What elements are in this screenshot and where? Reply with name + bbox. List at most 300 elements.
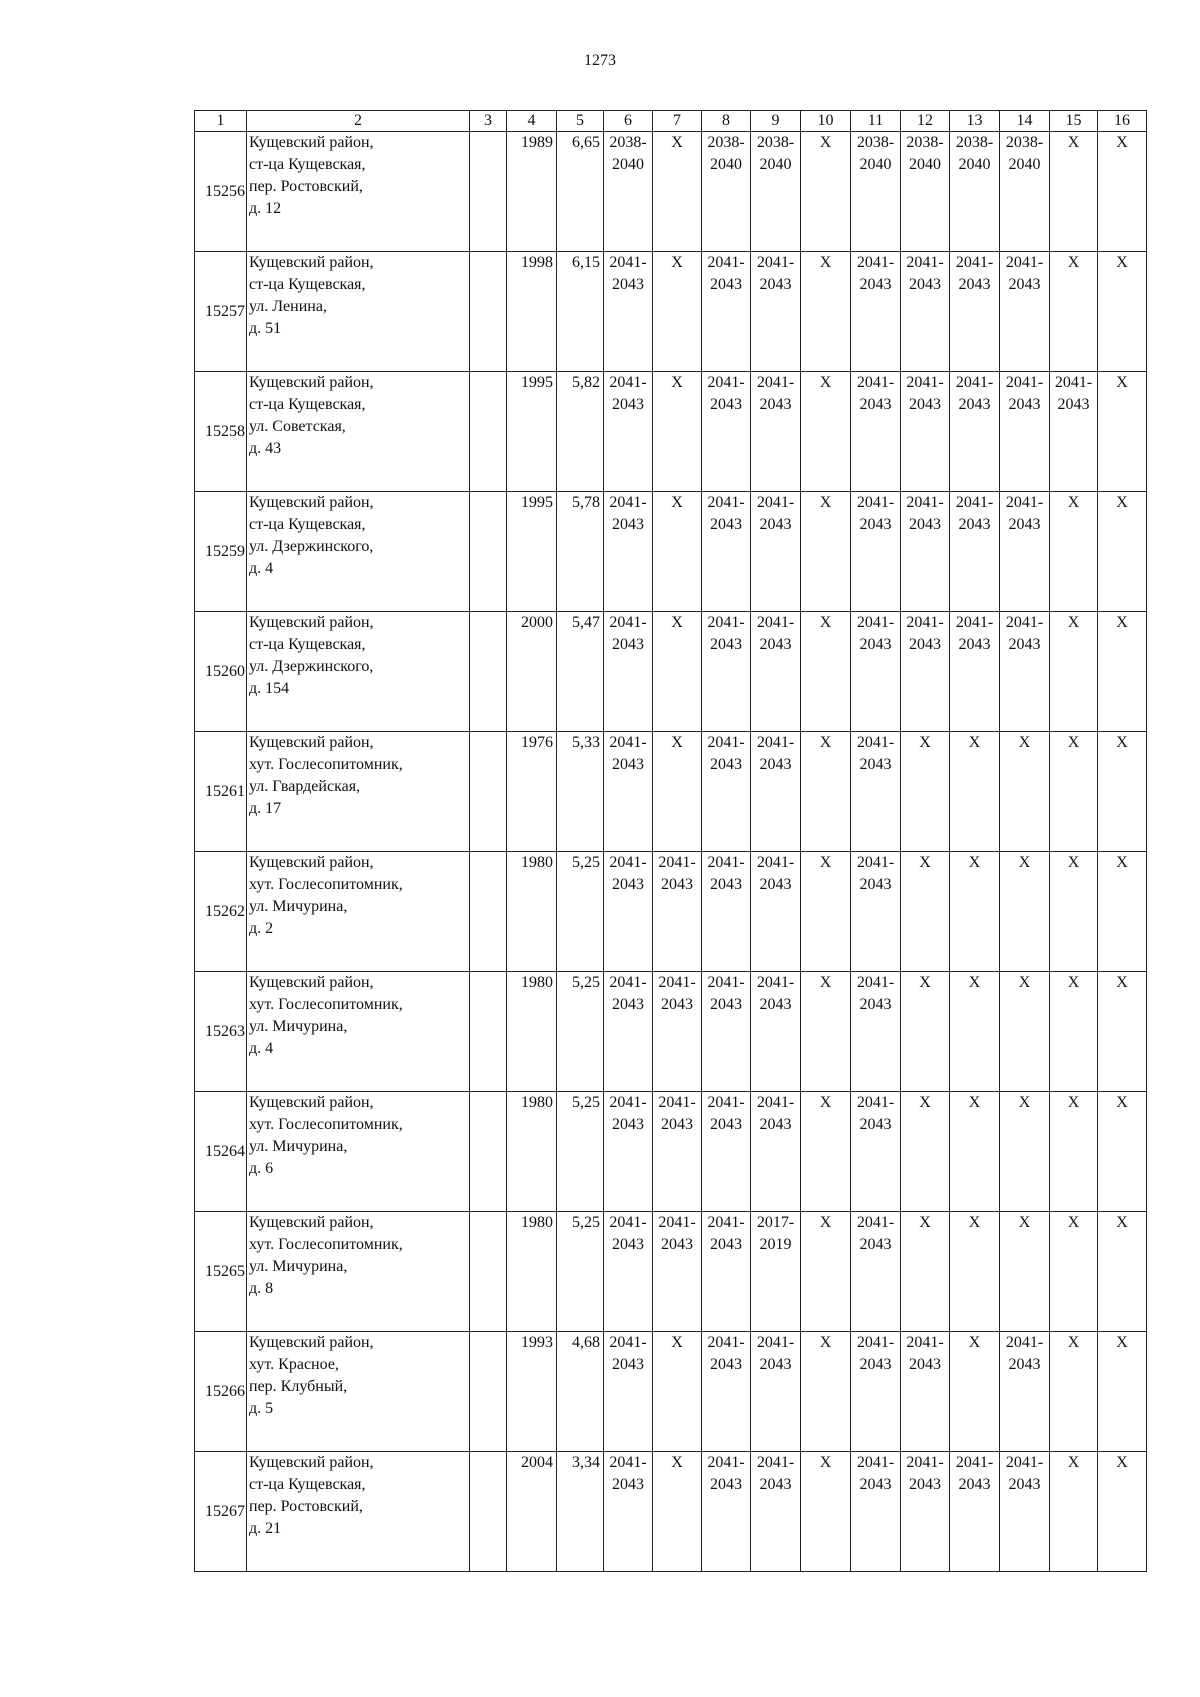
period-cell-c15 xyxy=(1050,972,1098,1092)
period-cell-c7 xyxy=(653,1332,702,1452)
cell-line: X xyxy=(1116,1454,1128,1471)
cell-line: 2043 xyxy=(859,1236,892,1253)
cell-line: 2017- xyxy=(756,1214,795,1231)
cell-line: 2041- xyxy=(707,854,745,871)
cell-line: 2043 xyxy=(661,1116,693,1133)
cell-line: 2041- xyxy=(756,254,795,271)
period-cell-c13 xyxy=(950,852,1000,972)
cell-line: 2043 xyxy=(759,516,792,533)
period-cell-c12 xyxy=(901,1452,950,1572)
cell-line: 2041- xyxy=(707,254,745,271)
cell-line: д. 6 xyxy=(249,1160,274,1177)
period-cell-c8 xyxy=(702,1452,751,1572)
table-row xyxy=(195,852,1147,972)
period-cell-c10 xyxy=(801,1212,851,1332)
col3-cell xyxy=(470,852,507,972)
cell-line: ул. Дзержинского, xyxy=(249,538,374,555)
cell-line: X xyxy=(671,1334,683,1351)
row-number-cell: 15260 xyxy=(195,612,247,732)
period-cell-c16 xyxy=(1098,372,1147,492)
cell-line: 2041- xyxy=(955,494,994,511)
cell-line: Кущевский район, xyxy=(249,734,374,751)
period-cell-c10 xyxy=(801,132,851,252)
cell-line: X xyxy=(1116,734,1128,751)
cell-line: 2043 xyxy=(612,876,644,893)
cell-line: X xyxy=(1116,1094,1128,1111)
cell-line: X xyxy=(1067,854,1080,871)
period-cell-c11 xyxy=(851,1452,901,1572)
cell-line: 2041- xyxy=(658,854,696,871)
cell-line: ст-ца Кущевская, xyxy=(249,1476,366,1493)
column-header-8: 8 xyxy=(702,111,751,132)
cell-line: 2043 xyxy=(759,756,792,773)
cell-line: 2041- xyxy=(906,1334,944,1351)
address-cell xyxy=(247,732,470,852)
cell-line: 2043 xyxy=(661,1236,693,1253)
cell-line: X xyxy=(1018,1094,1031,1111)
cell-line: 2038- xyxy=(707,134,745,151)
col3-cell xyxy=(470,132,507,252)
cell-line: Кущевский район, xyxy=(249,254,374,271)
period-cell-c15 xyxy=(1050,1212,1098,1332)
column-header-12: 12 xyxy=(901,111,950,132)
cell-line: 2041- xyxy=(856,974,895,991)
cell-line: X xyxy=(1116,374,1128,391)
period-cell-c6 xyxy=(604,492,653,612)
cell-line: 2043 xyxy=(710,516,742,533)
period-cell-c14 xyxy=(1000,972,1050,1092)
period-cell-c7 xyxy=(653,1452,702,1572)
column-header-10: 10 xyxy=(801,111,851,132)
cell-line: 2041- xyxy=(707,494,745,511)
cell-line: 2041- xyxy=(707,1094,745,1111)
data-table xyxy=(194,110,1147,1572)
cell-line: X xyxy=(1067,254,1080,271)
cell-line: 2041- xyxy=(707,1214,745,1231)
cell-line: 2043 xyxy=(909,396,941,413)
cell-line: 2041- xyxy=(658,974,696,991)
cell-line: 2041- xyxy=(856,734,895,751)
address-cell xyxy=(247,1452,470,1572)
cell-line: 2041- xyxy=(609,374,647,391)
cell-line: 2041- xyxy=(1054,374,1093,391)
cell-line: 2041- xyxy=(609,614,647,631)
cell-line: X xyxy=(968,974,981,991)
cell-line: X xyxy=(968,1214,981,1231)
cell-line: 2040 xyxy=(710,156,742,173)
table-row xyxy=(195,1092,1147,1212)
period-cell-c9 xyxy=(751,1332,801,1452)
cell-line: 2043 xyxy=(710,396,742,413)
cell-line: д. 51 xyxy=(249,320,282,337)
cell-line: 2043 xyxy=(909,1476,941,1493)
period-cell-c13 xyxy=(950,372,1000,492)
cell-line: X xyxy=(1067,974,1080,991)
cell-line: X xyxy=(819,1454,832,1471)
header-row xyxy=(195,111,1147,132)
cell-line: 2043 xyxy=(1008,1356,1041,1373)
period-cell-c14 xyxy=(1000,492,1050,612)
cell-line: X xyxy=(1116,854,1128,871)
cell-line: 2041- xyxy=(756,1094,795,1111)
period-cell-c15 xyxy=(1050,372,1098,492)
period-cell-c14 xyxy=(1000,612,1050,732)
period-cell-c8 xyxy=(702,612,751,732)
period-cell-c12 xyxy=(901,372,950,492)
area-cell: 6,65 xyxy=(557,132,604,252)
period-cell-c7 xyxy=(653,132,702,252)
cell-line: ул. Мичурина, xyxy=(249,1258,348,1275)
cell-line: 2041- xyxy=(609,974,647,991)
address-cell xyxy=(247,1092,470,1212)
cell-line: 2043 xyxy=(661,996,693,1013)
column-header-3: 3 xyxy=(470,111,507,132)
period-cell-c12 xyxy=(901,132,950,252)
cell-line: 2041- xyxy=(856,1214,895,1231)
page-number: 1273 xyxy=(584,52,616,69)
area-cell: 5,47 xyxy=(557,612,604,732)
cell-line: 2041- xyxy=(756,494,795,511)
year-cell: 1980 xyxy=(507,852,557,972)
cell-line: д. 12 xyxy=(249,200,282,217)
cell-line: 2043 xyxy=(859,1356,892,1373)
cell-line: 2041- xyxy=(906,254,944,271)
area-cell: 5,82 xyxy=(557,372,604,492)
cell-line: X xyxy=(1067,1454,1080,1471)
cell-line: 2043 xyxy=(859,876,892,893)
col3-cell xyxy=(470,612,507,732)
period-cell-c6 xyxy=(604,852,653,972)
period-cell-c6 xyxy=(604,1332,653,1452)
cell-line: Кущевский район, xyxy=(249,374,374,391)
year-cell: 1995 xyxy=(507,372,557,492)
cell-line: X xyxy=(819,134,832,151)
row-number-cell: 15264 xyxy=(195,1092,247,1212)
row-number-cell: 15258 xyxy=(195,372,247,492)
year-cell: 2004 xyxy=(507,1452,557,1572)
cell-line: Кущевский район, xyxy=(249,1214,374,1231)
period-cell-c10 xyxy=(801,852,851,972)
cell-line: X xyxy=(1018,734,1031,751)
period-cell-c16 xyxy=(1098,972,1147,1092)
period-cell-c7 xyxy=(653,972,702,1092)
period-cell-c6 xyxy=(604,972,653,1092)
period-cell-c15 xyxy=(1050,852,1098,972)
period-cell-c14 xyxy=(1000,852,1050,972)
cell-line: 2043 xyxy=(759,1116,792,1133)
cell-line: 2041- xyxy=(1005,374,1044,391)
column-header-9: 9 xyxy=(751,111,801,132)
cell-line: 2041- xyxy=(707,374,745,391)
cell-line: 2043 xyxy=(710,636,742,653)
period-cell-c11 xyxy=(851,372,901,492)
period-cell-c14 xyxy=(1000,732,1050,852)
cell-line: 2043 xyxy=(612,516,644,533)
period-cell-c7 xyxy=(653,1092,702,1212)
period-cell-c15 xyxy=(1050,132,1098,252)
period-cell-c11 xyxy=(851,1332,901,1452)
table-row xyxy=(195,732,1147,852)
period-cell-c8 xyxy=(702,852,751,972)
cell-line: 2043 xyxy=(710,1476,742,1493)
cell-line: ул. Советская, xyxy=(249,418,346,435)
year-cell: 1980 xyxy=(507,972,557,1092)
cell-line: 2041- xyxy=(856,1454,895,1471)
year-cell: 1998 xyxy=(507,252,557,372)
period-cell-c7 xyxy=(653,852,702,972)
row-number-cell: 15257 xyxy=(195,252,247,372)
cell-line: 2040 xyxy=(759,156,792,173)
period-cell-c16 xyxy=(1098,732,1147,852)
cell-line: X xyxy=(919,1214,931,1231)
table-row xyxy=(195,132,1147,252)
col3-cell xyxy=(470,372,507,492)
period-cell-c9 xyxy=(751,492,801,612)
year-cell: 1989 xyxy=(507,132,557,252)
cell-line: ст-ца Кущевская, xyxy=(249,276,366,293)
cell-line: 2041- xyxy=(955,374,994,391)
cell-line: пер. Ростовский, xyxy=(249,178,363,195)
cell-line: 2041- xyxy=(856,374,895,391)
cell-line: ул. Ленина, xyxy=(249,298,327,315)
cell-line: X xyxy=(1116,1334,1128,1351)
cell-line: X xyxy=(919,1094,931,1111)
cell-line: 2041- xyxy=(756,1454,795,1471)
period-cell-c9 xyxy=(751,1452,801,1572)
cell-line: 2019 xyxy=(759,1236,792,1253)
cell-line: X xyxy=(819,374,832,391)
period-cell-c9 xyxy=(751,1092,801,1212)
table-row xyxy=(195,492,1147,612)
cell-line: ст-ца Кущевская, xyxy=(249,516,366,533)
cell-line: ст-ца Кущевская, xyxy=(249,156,366,173)
period-cell-c10 xyxy=(801,1452,851,1572)
period-cell-c10 xyxy=(801,372,851,492)
period-cell-c8 xyxy=(702,1212,751,1332)
cell-line: X xyxy=(1018,1214,1031,1231)
table-row xyxy=(195,372,1147,492)
cell-line: 2041- xyxy=(1005,494,1044,511)
cell-line: 2038- xyxy=(609,134,647,151)
area-cell: 5,25 xyxy=(557,972,604,1092)
cell-line: 2041- xyxy=(856,1334,895,1351)
cell-line: 2041- xyxy=(856,1094,895,1111)
table-row xyxy=(195,612,1147,732)
cell-line: X xyxy=(819,494,832,511)
year-cell: 1995 xyxy=(507,492,557,612)
cell-line: ст-ца Кущевская, xyxy=(249,396,366,413)
cell-line: 2043 xyxy=(759,996,792,1013)
cell-line: X xyxy=(1067,1214,1080,1231)
period-cell-c11 xyxy=(851,1092,901,1212)
period-cell-c12 xyxy=(901,732,950,852)
period-cell-c10 xyxy=(801,492,851,612)
address-cell xyxy=(247,612,470,732)
period-cell-c12 xyxy=(901,252,950,372)
cell-line: 2043 xyxy=(1008,516,1041,533)
period-cell-c14 xyxy=(1000,1332,1050,1452)
cell-line: 2040 xyxy=(909,156,941,173)
cell-line: 2043 xyxy=(859,396,892,413)
cell-line: 2041- xyxy=(1005,1454,1044,1471)
cell-line: X xyxy=(819,1214,832,1231)
cell-line: 2043 xyxy=(612,996,644,1013)
period-cell-c11 xyxy=(851,1212,901,1332)
cell-line: пер. Клубный, xyxy=(249,1378,348,1395)
cell-line: 2040 xyxy=(958,156,991,173)
row-number-cell: 15266 xyxy=(195,1332,247,1452)
cell-line: 2041- xyxy=(707,614,745,631)
cell-line: 2041- xyxy=(756,974,795,991)
cell-line: 2043 xyxy=(710,1356,742,1373)
cell-line: X xyxy=(1116,614,1128,631)
cell-line: д. 2 xyxy=(249,920,274,937)
period-cell-c12 xyxy=(901,1212,950,1332)
period-cell-c15 xyxy=(1050,732,1098,852)
column-header-13: 13 xyxy=(950,111,1000,132)
cell-line: 2043 xyxy=(958,276,991,293)
period-cell-c11 xyxy=(851,252,901,372)
cell-line: хут. Гослесопитомник, xyxy=(249,1236,403,1253)
cell-line: ул. Мичурина, xyxy=(249,1138,348,1155)
cell-line: 2041- xyxy=(906,614,944,631)
period-cell-c8 xyxy=(702,732,751,852)
row-number-cell: 15265 xyxy=(195,1212,247,1332)
period-cell-c8 xyxy=(702,132,751,252)
period-cell-c16 xyxy=(1098,492,1147,612)
cell-line: X xyxy=(671,254,683,271)
period-cell-c9 xyxy=(751,852,801,972)
row-number-cell: 15267 xyxy=(195,1452,247,1572)
cell-line: Кущевский район, xyxy=(249,494,374,511)
cell-line: д. 5 xyxy=(249,1400,274,1417)
cell-line: 2043 xyxy=(612,1356,644,1373)
cell-line: 2043 xyxy=(710,876,742,893)
cell-line: X xyxy=(1116,254,1128,271)
period-cell-c7 xyxy=(653,252,702,372)
period-cell-c16 xyxy=(1098,852,1147,972)
cell-line: 2041- xyxy=(906,374,944,391)
area-cell: 5,78 xyxy=(557,492,604,612)
cell-line: 2041- xyxy=(955,1454,994,1471)
cell-line: 2041- xyxy=(955,614,994,631)
period-cell-c8 xyxy=(702,972,751,1092)
cell-line: 2043 xyxy=(859,516,892,533)
period-cell-c16 xyxy=(1098,1332,1147,1452)
cell-line: X xyxy=(1116,134,1128,151)
period-cell-c7 xyxy=(653,612,702,732)
area-cell: 5,25 xyxy=(557,1212,604,1332)
area-cell: 5,25 xyxy=(557,852,604,972)
period-cell-c15 xyxy=(1050,612,1098,732)
period-cell-c8 xyxy=(702,1332,751,1452)
cell-line: 2041- xyxy=(955,254,994,271)
table-body xyxy=(195,132,1147,1572)
column-header-5: 5 xyxy=(557,111,604,132)
period-cell-c10 xyxy=(801,252,851,372)
cell-line: 2043 xyxy=(759,396,792,413)
col3-cell xyxy=(470,972,507,1092)
cell-line: X xyxy=(1018,974,1031,991)
period-cell-c13 xyxy=(950,492,1000,612)
cell-line: X xyxy=(671,734,683,751)
period-cell-c14 xyxy=(1000,372,1050,492)
table-row xyxy=(195,972,1147,1092)
cell-line: 2041- xyxy=(756,614,795,631)
cell-line: 2041- xyxy=(1005,254,1044,271)
cell-line: 2043 xyxy=(710,756,742,773)
cell-line: 2043 xyxy=(759,876,792,893)
period-cell-c9 xyxy=(751,372,801,492)
cell-line: ул. Дзержинского, xyxy=(249,658,374,675)
cell-line: 2043 xyxy=(909,516,941,533)
period-cell-c8 xyxy=(702,492,751,612)
cell-line: 2041- xyxy=(609,1094,647,1111)
address-cell xyxy=(247,1332,470,1452)
cell-line: X xyxy=(671,494,683,511)
period-cell-c11 xyxy=(851,492,901,612)
col3-cell xyxy=(470,492,507,612)
cell-line: 2038- xyxy=(856,134,895,151)
cell-line: 2043 xyxy=(612,1116,644,1133)
cell-line: 2043 xyxy=(859,1116,892,1133)
cell-line: 2041- xyxy=(609,494,647,511)
period-cell-c13 xyxy=(950,132,1000,252)
year-cell: 1976 xyxy=(507,732,557,852)
column-header-4: 4 xyxy=(507,111,557,132)
cell-line: X xyxy=(819,854,832,871)
period-cell-c15 xyxy=(1050,1332,1098,1452)
address-cell xyxy=(247,252,470,372)
cell-line: X xyxy=(819,734,832,751)
period-cell-c15 xyxy=(1050,1452,1098,1572)
cell-line: 2043 xyxy=(859,1476,892,1493)
cell-line: 2043 xyxy=(612,1236,644,1253)
address-cell xyxy=(247,1212,470,1332)
cell-line: X xyxy=(1116,1214,1128,1231)
cell-line: хут. Красное, xyxy=(249,1356,339,1373)
cell-line: 2043 xyxy=(909,276,941,293)
cell-line: хут. Гослесопитомник, xyxy=(249,876,403,893)
cell-line: Кущевский район, xyxy=(249,974,374,991)
period-cell-c9 xyxy=(751,132,801,252)
cell-line: 2043 xyxy=(612,756,644,773)
cell-line: 2041- xyxy=(856,254,895,271)
cell-line: 2041- xyxy=(756,1334,795,1351)
cell-line: д. 4 xyxy=(249,560,274,577)
period-cell-c11 xyxy=(851,852,901,972)
year-cell: 2000 xyxy=(507,612,557,732)
cell-line: хут. Гослесопитомник, xyxy=(249,756,403,773)
period-cell-c13 xyxy=(950,1212,1000,1332)
cell-line: хут. Гослесопитомник, xyxy=(249,996,403,1013)
cell-line: X xyxy=(671,374,683,391)
cell-line: д. 43 xyxy=(249,440,282,457)
cell-line: X xyxy=(919,974,931,991)
cell-line: X xyxy=(1067,494,1080,511)
cell-line: 2043 xyxy=(1008,636,1041,653)
cell-line: Кущевский район, xyxy=(249,134,374,151)
cell-line: д. 8 xyxy=(249,1280,274,1297)
cell-line: 2041- xyxy=(609,254,647,271)
period-cell-c12 xyxy=(901,852,950,972)
cell-line: Кущевский район, xyxy=(249,1094,374,1111)
cell-line: 2043 xyxy=(759,636,792,653)
period-cell-c9 xyxy=(751,1212,801,1332)
cell-line: 2043 xyxy=(710,1236,742,1253)
address-cell xyxy=(247,492,470,612)
period-cell-c10 xyxy=(801,972,851,1092)
